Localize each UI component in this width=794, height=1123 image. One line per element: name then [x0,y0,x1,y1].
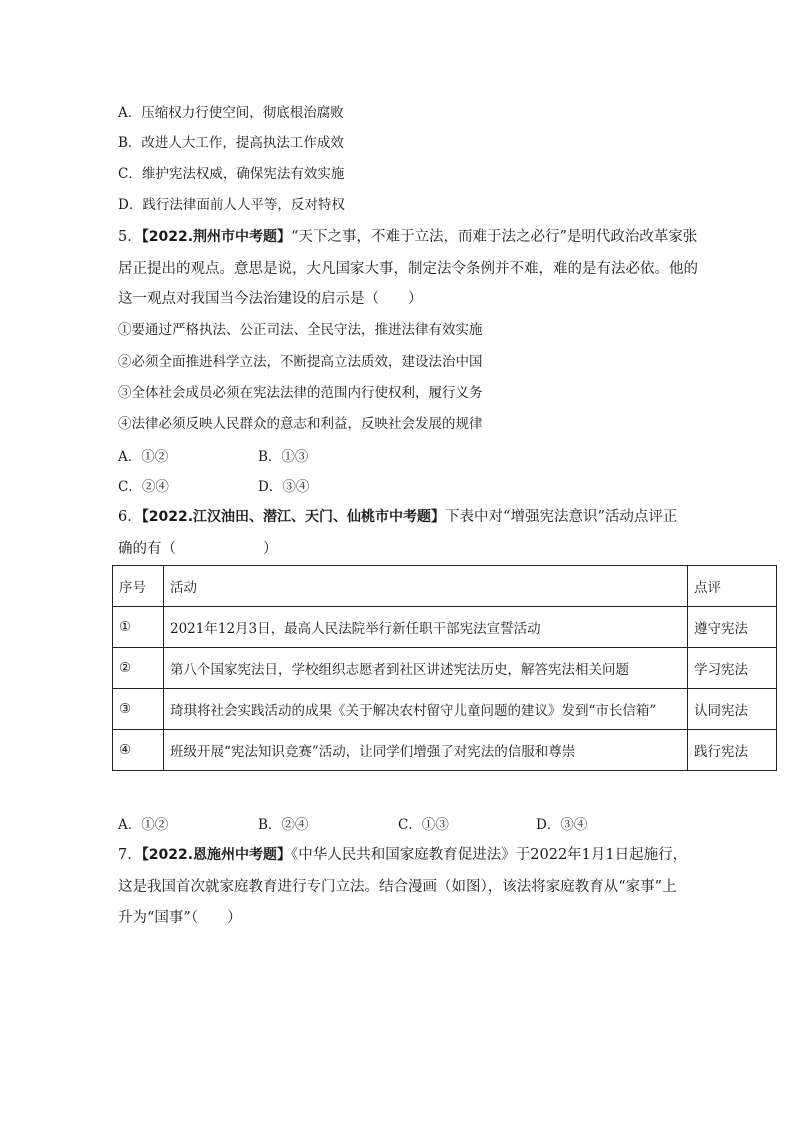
q4-option-a: A．压缩权力行使空间，彻底根治腐败 [118,105,344,121]
q5-stem-line3: 这一观点对我国当今法治建设的启示是（ ） [118,291,423,307]
q5-option-c: C．②④ [118,479,169,495]
q6-option-b: B．②④ [258,817,309,833]
q6-source: 【2022.江汉油田、潜江、天门、仙桃市中考题】 [141,509,446,525]
header-activity: 活动 [164,566,688,607]
row-comment: 认同宪法 [688,689,777,730]
row-activity: 2021年12月3日，最高人民法院举行新任职干部宪法宣誓活动 [164,607,688,648]
table-header-row [113,566,777,607]
q6-option-a: A．①② [118,817,169,833]
q5-option-b: B．①③ [258,449,309,465]
q4-option-c: C．维护宪法权威，确保宪法有效实施 [118,166,345,182]
row-number: ③ [113,689,164,730]
table-row [113,689,777,730]
q5-statement-2: ②必须全面推进科学立法，不断提高立法质效，建设法治中国 [118,354,483,370]
q5-stem-line2: 居正提出的观点。意思是说，大凡国家大事，制定法令条例并不难，难的是有法必依。他的 [118,261,698,277]
row-number: ④ [113,730,164,771]
q7-source: 【2022.恩施州中考题】 [141,847,292,863]
q5-statement-3: ③全体社会成员必须在宪法法律的范围内行使权利，履行义务 [118,385,483,401]
q5-option-d: D．③④ [258,479,310,495]
header-comment: 点评 [688,566,777,607]
q6-text-1: 下表中对“增强宪法意识”活动点评正 [445,509,678,525]
q5-text-1: “天下之事，不难于立法，而难于法之必行”是明代政治改革家张 [291,229,698,245]
q7-stem-line2: 这是我国首次就家庭教育进行专门立法。结合漫画（如图），该法将家庭教育从“家事”上 [118,879,677,895]
q6-number: 6． [118,509,142,525]
q4-option-b: B．改进人大工作，提高执法工作成效 [118,135,344,151]
q5-stem-line1 [118,228,697,246]
q7-text-1: 《中华人民共和国家庭教育促进法》于2022年1月1日起施行， [291,847,688,863]
row-activity: 班级开展“宪法知识竞赛”活动，让同学们增强了对宪法的信服和尊崇 [164,730,688,771]
header-number: 序号 [113,566,164,607]
q4-option-d: D．践行法律面前人人平等，反对特权 [118,197,345,213]
q5-option-a: A．①② [118,449,169,465]
row-activity: 琦琪将社会实践活动的成果《关于解决农村留守儿童问题的建议》发到“市长信箱” [164,689,688,730]
q5-statement-1: ①要通过严格执法、公正司法、全民守法，推进法律有效实施 [118,322,483,338]
row-number: ① [113,607,164,648]
q7-stem-line1 [118,846,687,864]
q5-number: 5． [118,229,142,245]
q5-source: 【2022.荆州市中考题】 [141,229,292,245]
q6-option-c: C．①③ [398,817,449,833]
row-number: ② [113,648,164,689]
row-activity: 第八个国家宪法日，学校组织志愿者到社区讲述宪法历史，解答宪法相关问题 [164,648,688,689]
row-comment: 学习宪法 [688,648,777,689]
q6-stem-line2: 确的有（ ） [118,541,278,557]
q7-number: 7． [118,847,142,863]
q5-statement-4: ④法律必须反映人民群众的意志和利益，反映社会发展的规律 [118,416,483,432]
table-row [113,648,777,689]
q6-stem-line1 [118,508,677,526]
q7-stem-line3: 升为“国事”（ ） [118,910,242,926]
row-comment: 践行宪法 [688,730,777,771]
row-comment: 遵守宪法 [688,607,777,648]
q6-option-d: D．③④ [536,817,588,833]
table-row [113,730,777,771]
table-row [113,607,777,648]
q6-activity-table [112,565,777,771]
